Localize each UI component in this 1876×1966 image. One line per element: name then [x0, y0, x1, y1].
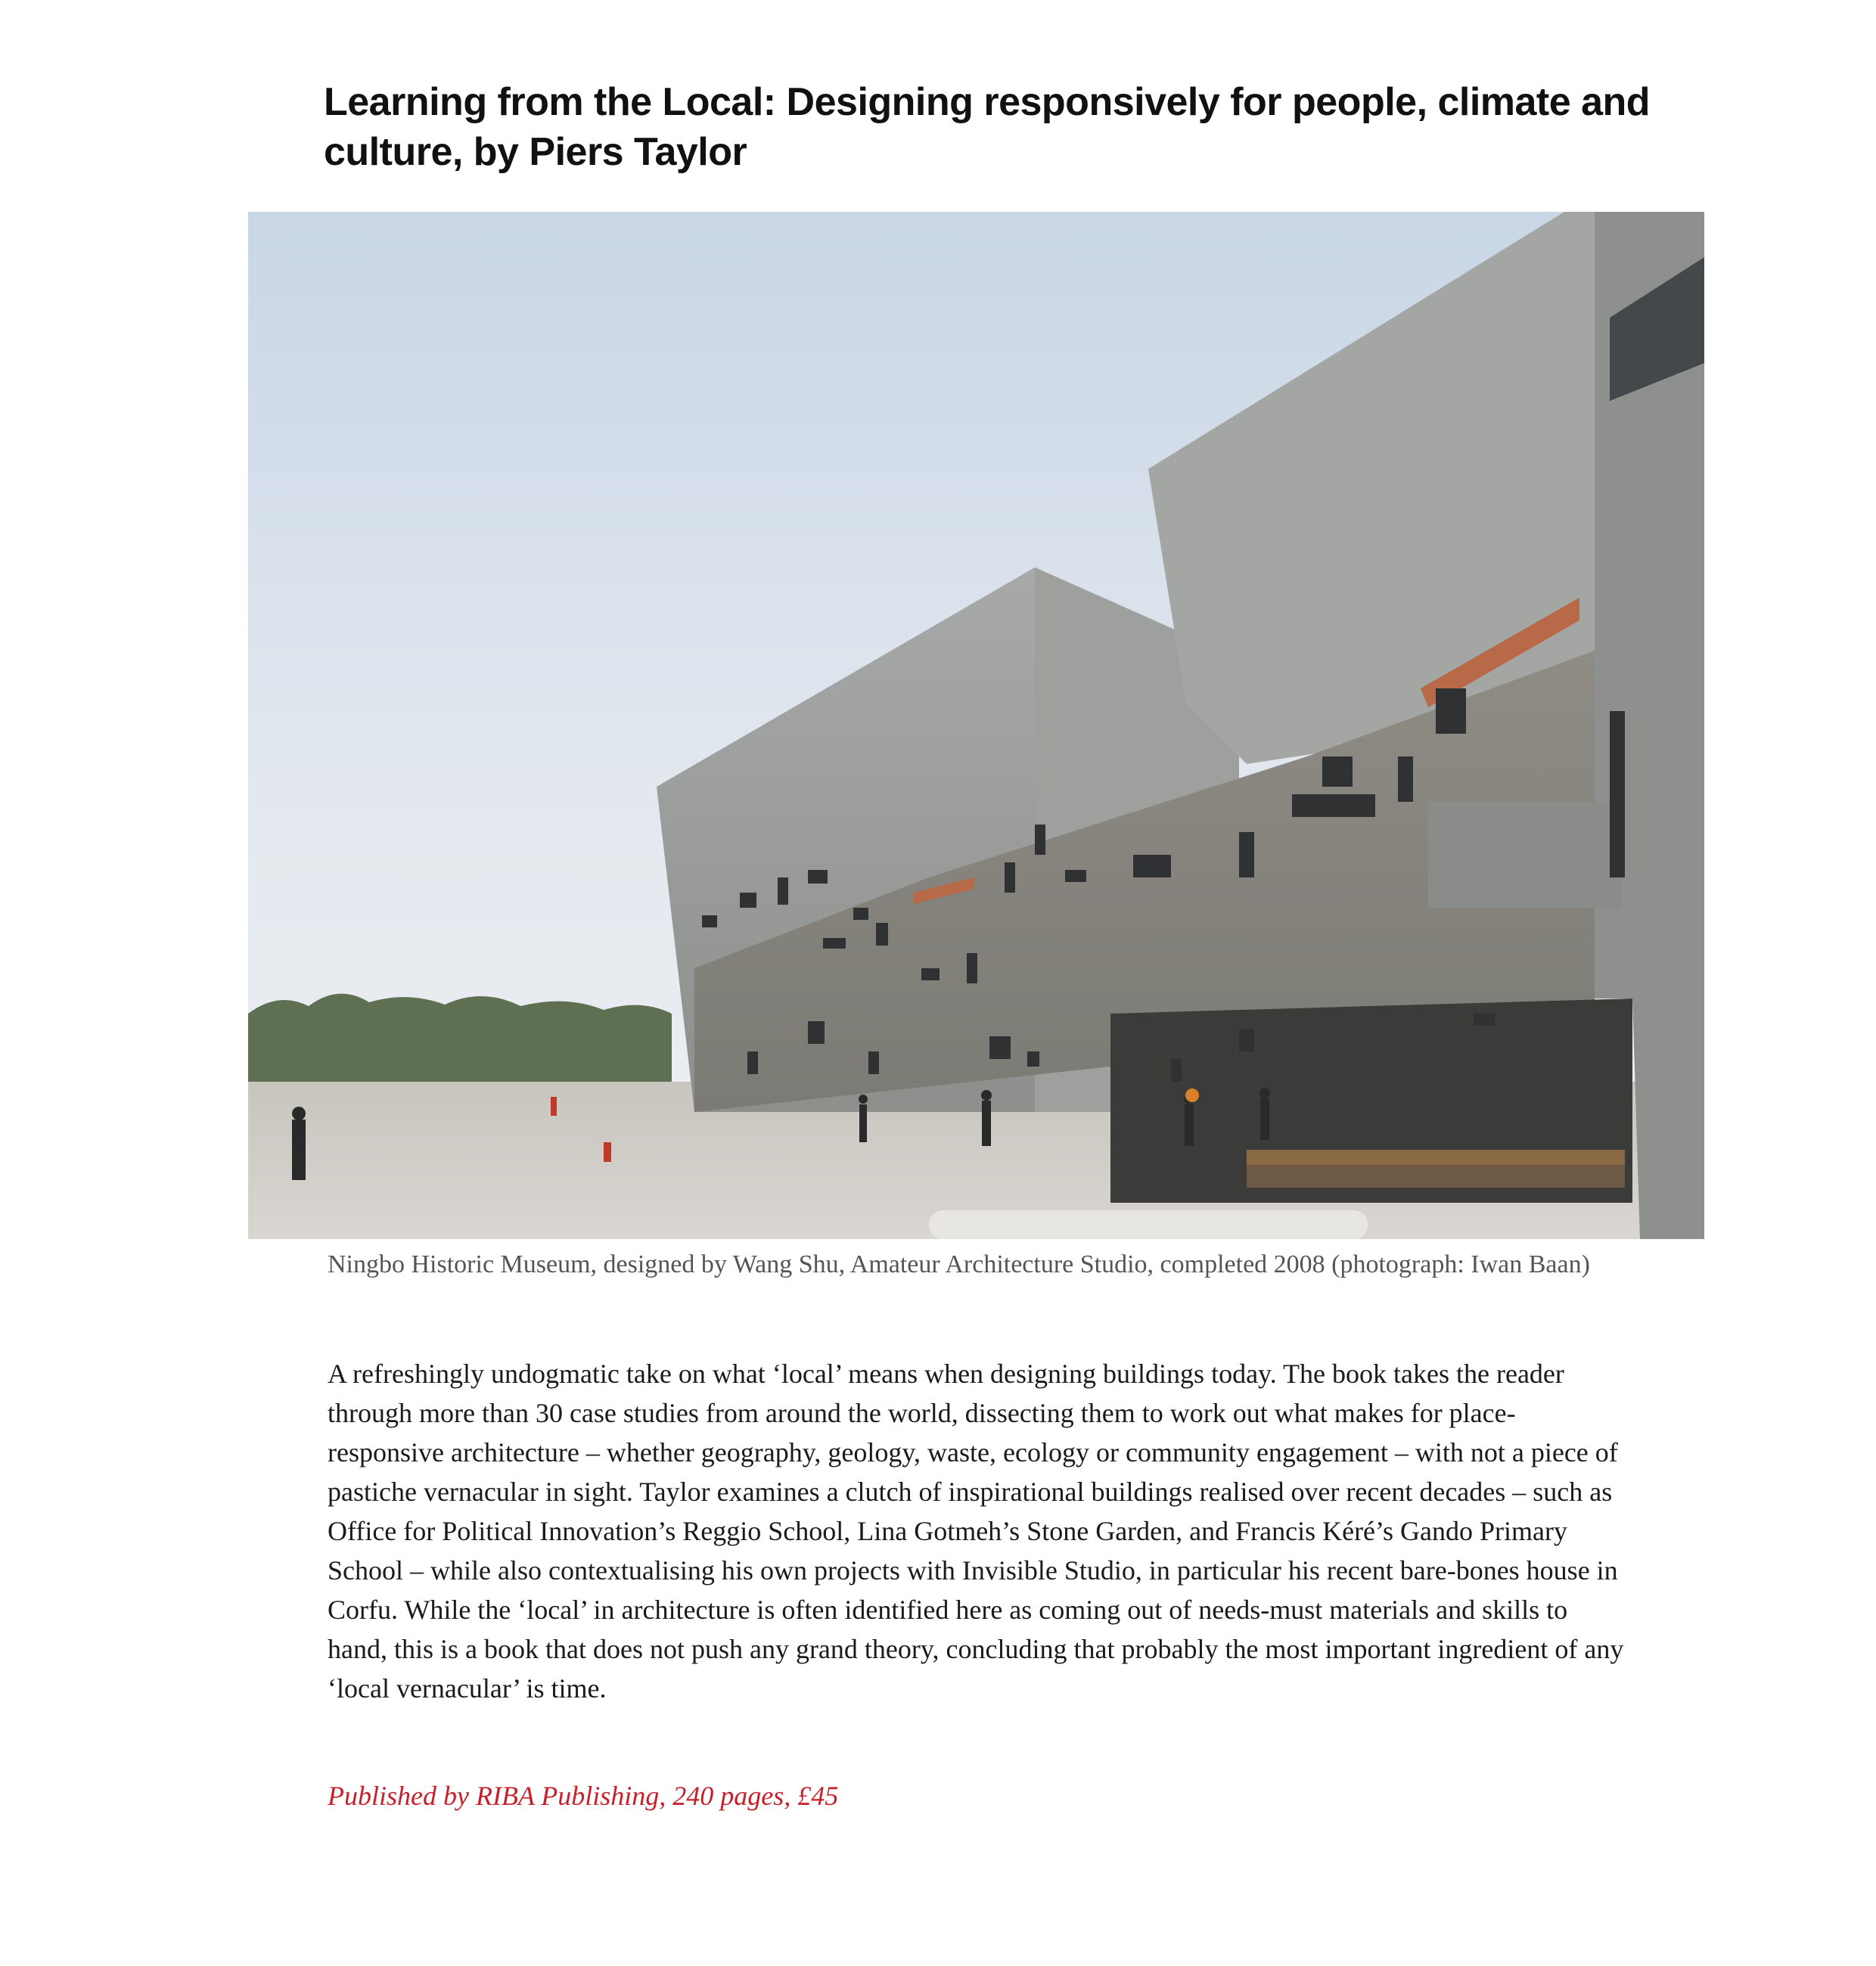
museum-photo	[248, 212, 1704, 1239]
museum-photo-illustration	[248, 212, 1704, 1239]
article-title: Learning from the Local: Designing responsively for people, climate and culture, by Piers Taylor	[324, 80, 1651, 174]
publication-info: Published by RIBA Publishing, 240 pages, £45	[328, 1781, 839, 1811]
article-body: A refreshingly undogmatic take on what ‘local’ means when designing buildings today. The book takes the reader through more than 30 case studies from around the world, dissecting them to work out what makes for place-responsive architecture – whether geography, geology, waste, ecology or community engagement – with not a piece of pastiche vernacular in sight. Taylor examines a clutch of inspirational buildings realised over recent decades – such as Office for Political Innovation’s Reggio School, Lina Gotmeh’s Stone Garden, and Francis Kéré’s Gando Primary School – while also contextualising his own projects with Invisible Studio, in particular his recent bare-bones house in Corfu. While the ‘local’ in architecture is often identified here as coming out of needs-must materials and skills to hand, this is a book that does not push any grand theory, concluding that probably the most important ingredient of any ‘local vernacular’ is time.	[328, 1359, 1624, 1704]
photo-caption: Ningbo Historic Museum, designed by Wang Shu, Amateur Architecture Studio, completed 2008 (photograph: Iwan Baan)	[328, 1250, 1590, 1278]
